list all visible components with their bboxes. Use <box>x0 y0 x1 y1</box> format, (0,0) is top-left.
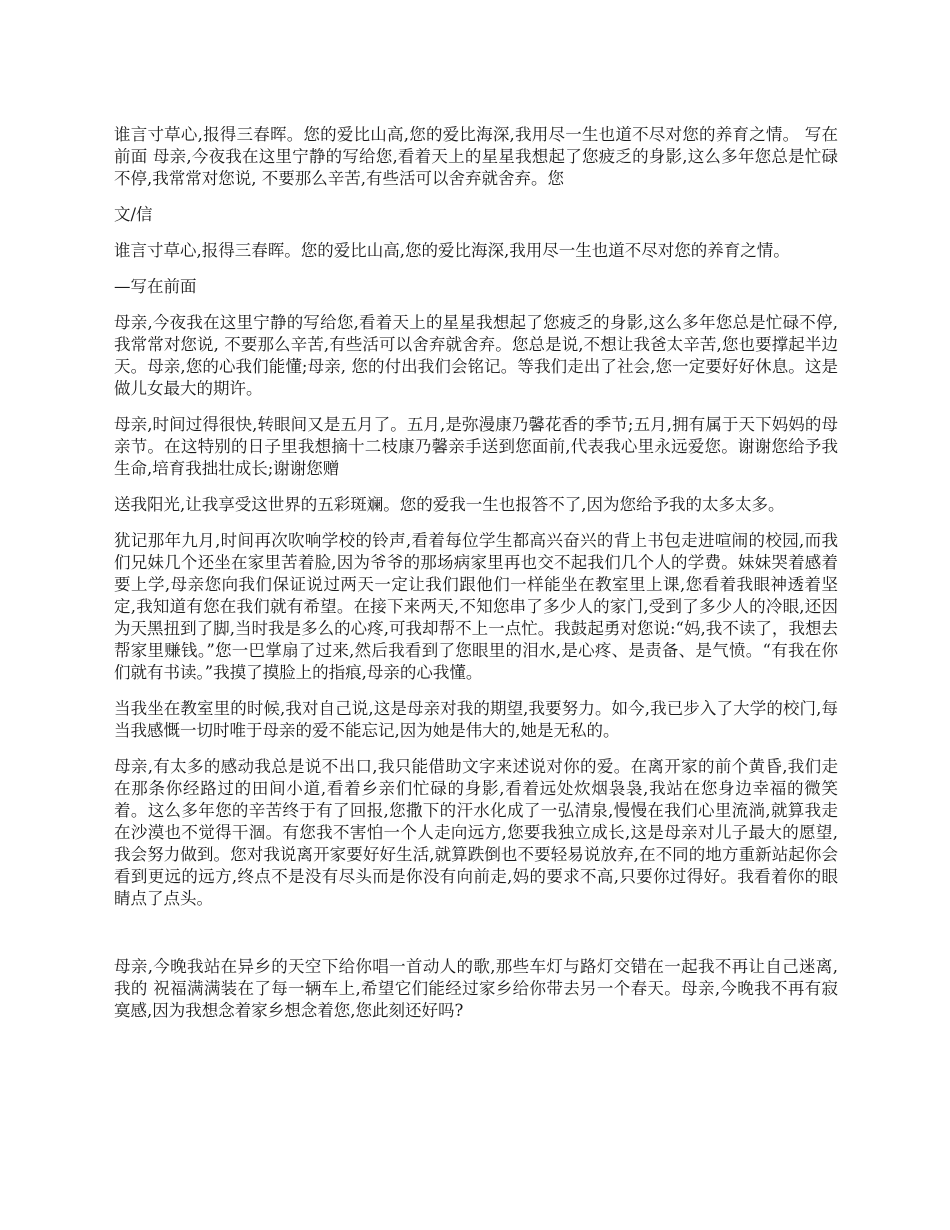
intro-paragraph: 谁言寸草心,报得三春晖。您的爱比山高,您的爱比海深,我用尽一生也道不尽对您的养育之情。 写在前面 母亲,今夜我在这里宁静的写给您,看着天上的星星我想起了您疲乏的身影,这么多年您总是忙碌不停,我常常对您说, 不要那么辛苦,有些活可以舍弃就舍弃。您 <box>114 125 838 188</box>
body-paragraph: 犹记那年九月,时间再次吹响学校的铃声,看着每位学生都高兴奋兴的背上书包走进喧闹的校园,而我们兄妹几个还坐在家里苦着脸,因为爷爷的那场病家里再也交不起我们几个人的学费。妹妹哭着感着要上学,母亲您向我们保证说过两天一定让我们跟他们一样能坐在教室里上课,您看着我眼神透着坚定,我知道有您在我们就有希望。在接下来两天,不知您串了多少人的家门,受到了多少人的冷眼,还因为天黑扭到了脚,当时我是多么的心疼,可我却帮不上一点忙。我鼓起勇对您说:“妈,我不读了，我想去帮家里赚钱。”您一巴掌扇了过来,然后我看到了您眼里的泪水,是心疼、是责备、是气愤。“有我在你们就有书读。”我摸了摸脸上的指痕,母亲的心我懂。 <box>114 531 838 682</box>
byline: 文/信 <box>114 205 153 224</box>
epigraph: 谁言寸草心,报得三春晖。您的爱比山高,您的爱比海深,我用尽一生也道不尽对您的养育之情。 <box>114 241 790 260</box>
closing-paragraph: 母亲,今晚我站在异乡的天空下给你唱一首动人的歌,那些车灯与路灯交错在一起我不再让自己迷离,我的 祝福满满装在了每一辆车上,希望它们能经过家乡给你带去另一个春天。母亲,今晚我不再有寂寞感,因为我想念着家乡想念着您,您此刻还好吗? <box>114 957 838 1020</box>
section-heading: —写在前面 <box>114 277 197 296</box>
body-paragraph: 母亲,今夜我在这里宁静的写给您,看着天上的星星我想起了您疲乏的身影,这么多年您总是忙碌不停,我常常对您说, 不要那么辛苦,有些活可以舍弃就舍弃。您总是说,不想让我爸太辛苦,您也要撑起半边天。母亲,您的心我们能懂;母亲, 您的付出我们会铭记。等我们走出了社会,您一定要好好休息。这是做儿女最大的期许。 <box>114 313 838 398</box>
body-paragraph: 当我坐在教室里的时候,我对自己说,这是母亲对我的期望,我要努力。如今,我已步入了大学的校门,每当我感慨一切时唯于母亲的爱不能忘记,因为她是伟大的,她是无私的。 <box>114 699 838 740</box>
body-paragraph: 母亲,时间过得很快,转眼间又是五月了。五月,是弥漫康乃馨花香的季节;五月,拥有属于天下妈妈的母亲节。在这特别的日子里我想摘十二枝康乃馨亲手送到您面前,代表我心里永远爱您。谢谢您给予我生命,培育我拙壮成长;谢谢您赠 <box>114 415 838 478</box>
body-paragraph: 送我阳光,让我享受这世界的五彩斑斓。您的爱我一生也报答不了,因为您给予我的太多太多。 <box>114 495 785 514</box>
body-paragraph: 母亲,有太多的感动我总是说不出口,我只能借助文字来述说对你的爱。在离开家的前个黄昏,我们走在那条你经路过的田间小道,看着乡亲们忙碌的身影,看着远处炊烟袅袅,我站在您身边幸福的微笑着。这么多年您的辛苦终于有了回报,您撒下的汗水化成了一弘清泉,慢慢在我们心里流淌,就算我走在沙漠也不觉得干涸。有您我不害怕一个人走向远方,您要我独立成长,这是母亲对儿子最大的愿望,我会努力做到。您对我说离开家要好好生活,就算跌倒也不要轻易说放弃,在不同的地方重新站起你会看到更远的远方,终点不是没有尽头而是你没有向前走,妈的要求不高,只要你过得好。我看着你的眼睛点了点头。 <box>114 757 838 908</box>
paragraph-gap <box>114 924 838 956</box>
document-body <box>114 124 838 1036</box>
